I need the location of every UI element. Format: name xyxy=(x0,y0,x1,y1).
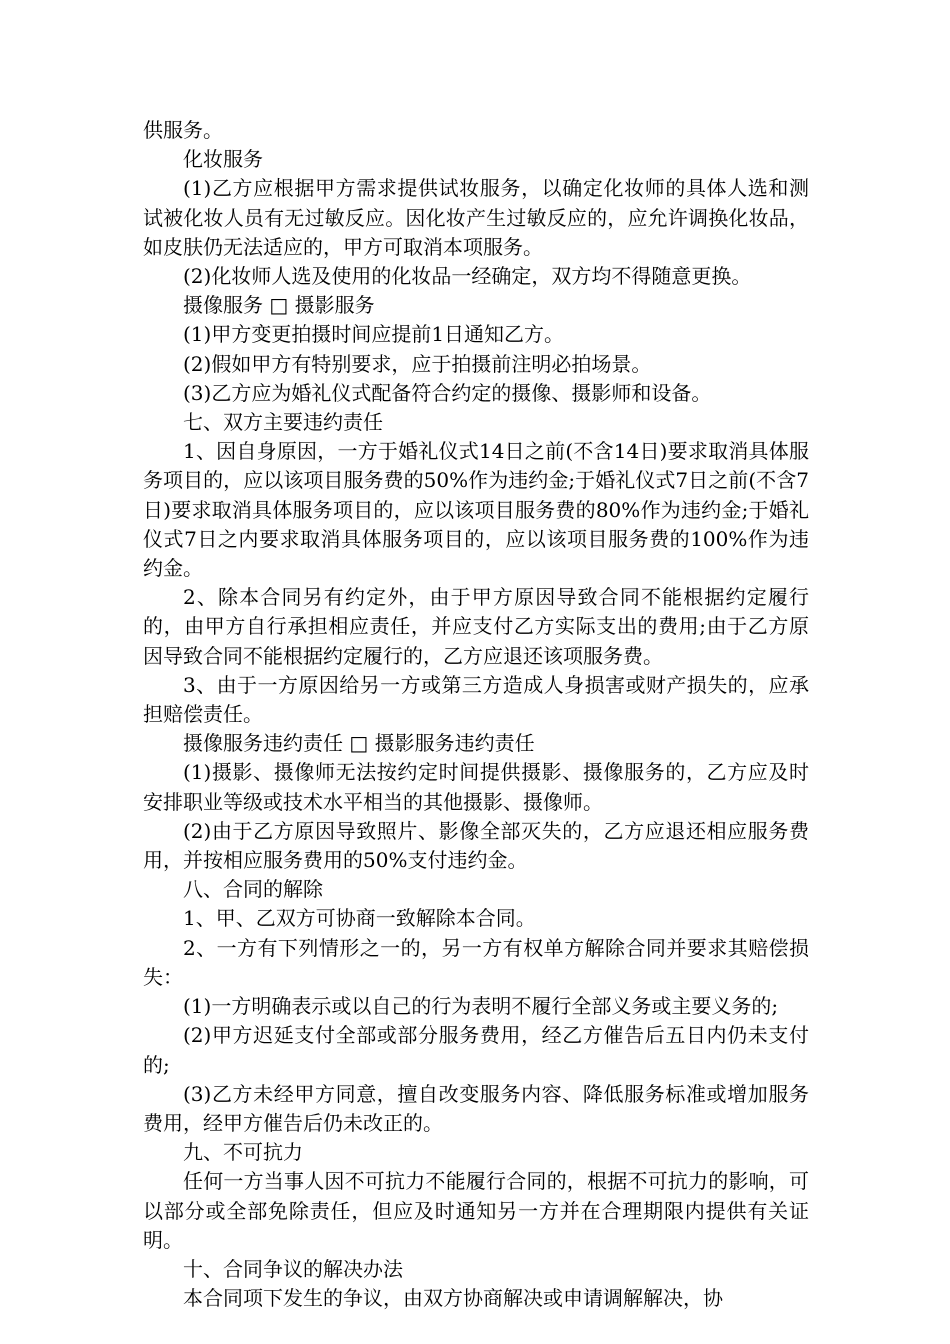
paragraph: (2)甲方迟延支付全部或部分服务费用，经乙方催告后五日内仍未支付的; xyxy=(143,1023,809,1077)
paragraph: (2)假如甲方有特别要求，应于拍摄前注明必拍场景。 xyxy=(183,351,652,376)
paragraph: (3)乙方应为婚礼仪式配备符合约定的摄像、摄影师和设备。 xyxy=(183,380,712,405)
section-heading-termination: 八、合同的解除 xyxy=(183,877,323,902)
paragraph: (3)乙方未经甲方同意，擅自改变服务内容、降低服务标准或增加服务费用，经甲方催告后仍未改正的。 xyxy=(143,1081,809,1135)
section-heading-force-majeure: 九、不可抗力 xyxy=(183,1140,303,1165)
paragraph: (1)一方明确表示或以自己的行为表明不履行全部义务或主要义务的; xyxy=(183,994,779,1019)
paragraph: (1)乙方应根据甲方需求提供试妆服务，以确定化妆师的具体人选和测试被化妆人员有无过敏反应。因化妆产生过敏反应的，应允许调换化妆品，如皮肤仍无法适应的，甲方可取消本项服务。 xyxy=(143,176,809,259)
section-heading-video-photo-breach: 摄像服务违约责任 □ 摄影服务违约责任 xyxy=(183,731,535,756)
paragraph: 供服务。 xyxy=(143,118,223,142)
paragraph: (2)由于乙方原因导致照片、影像全部灭失的，乙方应退还相应服务费用，并按相应服务费用的50%支付违约金。 xyxy=(143,818,809,873)
paragraph: 任何一方当事人因不可抗力不能履行合同的，根据不可抗力的影响，可以部分或全部免除责任，但应及时通知另一方并在合理期限内提供有关证明。 xyxy=(143,1169,809,1252)
section-heading-dispute: 十、合同争议的解决办法 xyxy=(183,1256,403,1281)
paragraph: 1、甲、乙双方可协商一致解除本合同。 xyxy=(183,906,536,931)
paragraph: 本合同项下发生的争议，由双方协商解决或申请调解解决，协 xyxy=(183,1286,723,1311)
paragraph: 1、因自身原因，一方于婚礼仪式14日之前(不含14日)要求取消具体服务项目的，应以该项目服务费的50%作为违约金;于婚礼仪式7日之前(不含7日)要求取消具体服务项目的，应以该项目服务费的80%作为违约金;于婚礼仪式7日之内要求取消具体服务项目的，应以该项目服务费的100%作为违约金。 xyxy=(143,439,809,581)
document-body xyxy=(143,116,809,1313)
paragraph: (1)甲方变更拍摄时间应提前1日通知乙方。 xyxy=(183,322,565,347)
section-heading-breach: 七、双方主要违约责任 xyxy=(183,410,383,435)
paragraph: (1)摄影、摄像师无法按约定时间提供摄影、摄像服务的，乙方应及时安排职业等级或技术水平相当的其他摄影、摄像师。 xyxy=(143,760,809,814)
paragraph: 2、一方有下列情形之一的，另一方有权单方解除合同并要求其赔偿损失： xyxy=(143,935,809,989)
section-heading-makeup: 化妆服务 xyxy=(183,147,263,172)
paragraph: 3、由于一方原因给另一方或第三方造成人身损害或财产损失的，应承担赔偿责任。 xyxy=(143,672,809,727)
paragraph: 2、除本合同另有约定外，由于甲方原因导致合同不能根据约定履行的，由甲方自行承担相应责任，并应支付乙方实际支出的费用;由于乙方原因导致合同不能根据约定履行的，乙方应退还该项服务费。 xyxy=(143,585,809,668)
paragraph: (2)化妆师人选及使用的化妆品一经确定，双方均不得随意更换。 xyxy=(183,264,752,289)
section-heading-video-photo: 摄像服务 □ 摄影服务 xyxy=(183,293,375,318)
